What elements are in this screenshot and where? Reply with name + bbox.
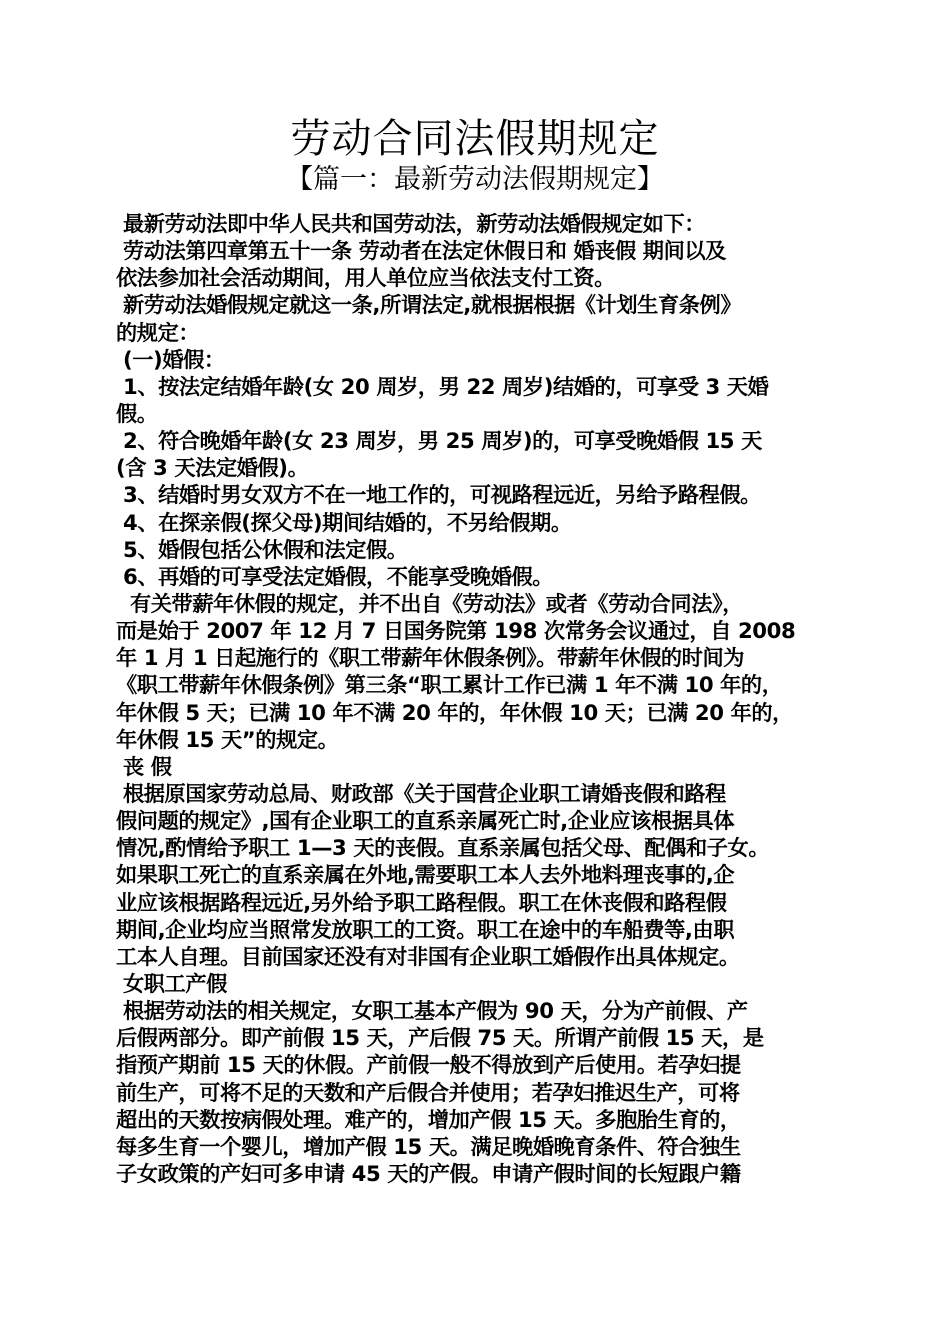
body-line: 3、结婚时男女双方不在一地工作的，可视路程远近，另给予路程假。 <box>116 482 761 508</box>
body-line: 根据原国家劳动总局、财政部《关于国营企业职工请婚丧假和路程 <box>116 780 726 806</box>
body-line: 年 1 月 1 日起施行的《职工带薪年休假条例》。带薪年休假的时间为 <box>116 645 745 671</box>
body-line: 假。 <box>116 400 158 426</box>
section-heading-maternity-leave: 女职工产假 <box>116 970 227 996</box>
body-line: 新劳动法婚假规定就这一条,所谓法定,就根据根据《计划生育条例》 <box>116 292 742 318</box>
body-line: 假问题的规定》,国有企业职工的直系亲属死亡时,企业应该根据具体 <box>116 808 735 834</box>
body-line: 的规定： <box>116 319 200 345</box>
body-line: 工本人自理。目前国家还没有对非国有企业职工婚假作出具体规定。 <box>116 943 740 969</box>
document-title: 劳动合同法假期规定 <box>290 116 660 162</box>
body-line: 指预产期前 15 天的休假。产前假一般不得放到产后使用。若孕妇提 <box>116 1052 741 1078</box>
section-heading-funeral-leave: 丧 假 <box>116 753 172 779</box>
body-line: 6、再婚的可享受法定婚假，不能享受晚婚假。 <box>116 563 554 589</box>
body-line: 前生产，可将不足的天数和产后假合并使用；若孕妇推迟生产，可将 <box>116 1079 740 1105</box>
body-line: 最新劳动法即中华人民共和国劳动法，新劳动法婚假规定如下： <box>116 211 706 236</box>
body-line: 后假两部分。即产前假 15 天，产后假 75 天。所谓产前假 15 天，是 <box>116 1025 764 1051</box>
body-line: 依法参加社会活动期间，用人单位应当依法支付工资。 <box>116 265 615 291</box>
body-line: 如果职工死亡的直系亲属在外地,需要职工本人去外地料理丧事的,企 <box>116 862 735 888</box>
body-line: 2、符合晚婚年龄(女 23 周岁，男 25 周岁)的，可享受晚婚假 15 天 <box>116 428 762 454</box>
body-line: 业应该根据路程远近,另外给予职工路程假。职工在休丧假和路程假 <box>116 889 727 915</box>
body-line: 1、按法定结婚年龄(女 20 周岁，男 22 周岁)结婚的，可享受 3 天婚 <box>116 373 769 399</box>
body-line: 根据劳动法的相关规定，女职工基本产假为 90 天，分为产前假、产 <box>116 998 748 1024</box>
section-heading-marriage-leave: (一)婚假： <box>116 346 225 372</box>
document-subtitle: 【篇一：最新劳动法假期规定】 <box>286 164 664 195</box>
body-line: 超出的天数按病假处理。难产的，增加产假 15 天。多胞胎生育的， <box>116 1106 741 1132</box>
body-line: 而是始于 2007 年 12 月 7 日国务院第 198 次常务会议通过，自 2008 <box>116 618 796 644</box>
body-line: 每多生育一个婴儿，增加产假 15 天。满足晚婚晚育条件、符合独生 <box>116 1133 741 1159</box>
body-line: 子女政策的产妇可多申请 45 天的产假。申请产假时间的长短跟户籍 <box>116 1160 741 1186</box>
body-line: 劳动法第四章第五十一条 劳动者在法定休假日和 婚丧假 期间以及 <box>116 238 726 264</box>
body-line: 年休假 15 天”的规定。 <box>116 726 339 752</box>
body-line: 期间,企业均应当照常发放职工的工资。职工在途中的车船费等,由职 <box>116 916 735 942</box>
body-line: 5、婚假包括公休假和法定假。 <box>116 536 408 562</box>
body-line: 有关带薪年休假的规定，并不出自《劳动法》或者《劳动合同法》， <box>116 590 743 616</box>
body-line: 《职工带薪年休假条例》第三条“职工累计工作已满 1 年不满 10 年的， <box>116 672 783 698</box>
body-line: (含 3 天法定婚假)。 <box>116 455 309 481</box>
body-line: 年休假 5 天；已满 10 年不满 20 年的，年休假 10 天；已满 20 年的， <box>116 699 793 725</box>
body-line: 4、在探亲假(探父母)期间结婚的，不另给假期。 <box>116 509 572 535</box>
body-line: 情况,酌情给予职工 1—3 天的丧假。直系亲属包括父母、配偶和子女。 <box>116 835 770 861</box>
document-body <box>116 210 842 1187</box>
